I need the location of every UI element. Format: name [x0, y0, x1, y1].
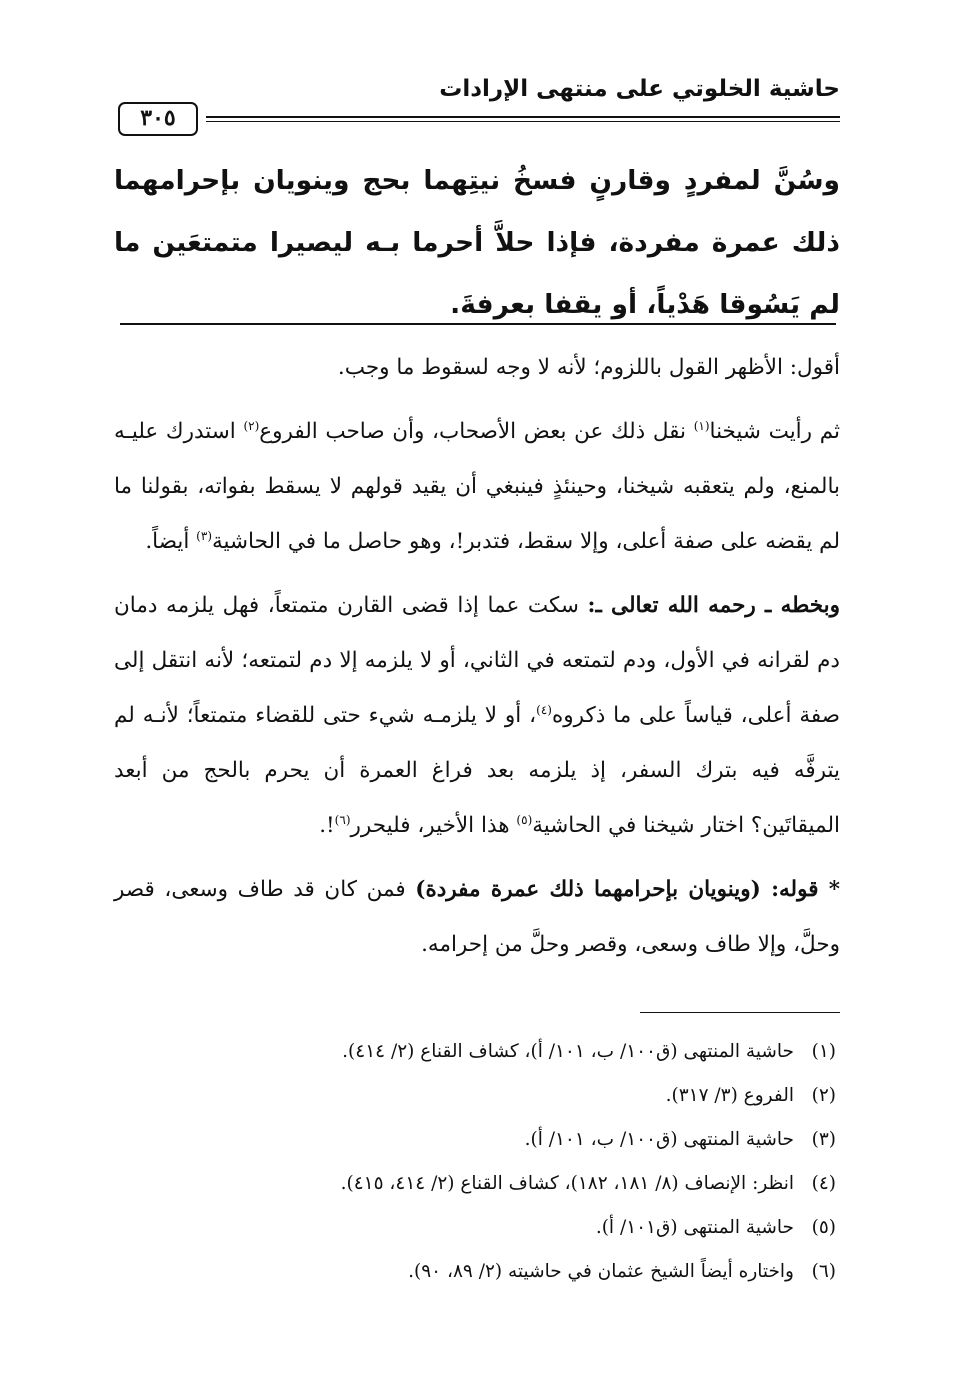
footnote-text: حاشية المنتهى (ق١٠١/ أ). [595, 1217, 794, 1238]
footnotes [116, 1030, 836, 1294]
page-header [118, 74, 840, 134]
footnote-number: (٣) [811, 1129, 836, 1150]
footnote-number: (٤) [811, 1173, 836, 1194]
text-run: سكت عما إذا قضى القارن متمتعاً، فهل يلزمه دمان دم لقرانه في الأول، ودم لتمتعه في الثاني، أو لا يلزمه إلا دم لتمتعه؛ لأنه انتقل إلى صفة أعلى، قياساً على ما ذكروه [114, 593, 840, 728]
footnote-item [116, 1206, 836, 1250]
footnote-item [116, 1074, 836, 1118]
footnote-text: انظر: الإنصاف (٨/ ١٨١، ١٨٢)، كشاف القناع (٢/ ٤١٤، ٤١٥). [340, 1173, 794, 1194]
footnote-ref-2[interactable]: (٢) [243, 418, 260, 433]
footnote-ref-3[interactable]: (٣) [196, 528, 212, 543]
commentary-paragraph-4 [114, 862, 840, 972]
footnote-item [116, 1250, 836, 1294]
footnote-ref-1[interactable]: (١) [693, 418, 710, 433]
matn-separator [120, 323, 836, 325]
text-run: استدرك عليـه بالمنع، ولم يتعقبه شيخنا، وحينئذٍ فينبغي أن يقيد قولهم لا يسقط بفواته، بقولنا ما لم يقضه على صفة أعلى، وإلا سقط، فتدبر!، وهو حاصل ما في الحاشية [114, 419, 840, 554]
footnote-number: (١) [811, 1041, 836, 1062]
paragraph-lead: وبخطه ـ رحمه الله تعالى ـ: [587, 593, 841, 618]
footnote-item [116, 1162, 836, 1206]
paragraph-lead: * قوله: (وينويان بإحرامهما ذلك عمرة مفردة) [415, 877, 840, 902]
commentary-paragraph-1: أقول: الأظهر القول باللزوم؛ لأنه لا وجه لسقوط ما وجب. [337, 355, 840, 380]
commentary-paragraph-2 [114, 404, 840, 569]
header-rule [206, 116, 840, 118]
text-run: نقل ذلك عن بعض الأصحاب، وأن صاحب الفروع [259, 419, 694, 444]
text-run: ثم رأيت شيخنا [709, 419, 840, 444]
footnote-text: الفروع (٣/ ٣١٧). [665, 1085, 794, 1106]
text-run: !. [319, 813, 335, 838]
footnote-number: (٦) [811, 1261, 836, 1282]
footnote-text: حاشية المنتهى (ق١٠٠/ ب، ١٠١/ أ)، كشاف القناع (٢/ ٤١٤). [342, 1041, 794, 1062]
footnote-item [116, 1118, 836, 1162]
text-run: هذا الأخير، فليحرر [350, 813, 517, 838]
footnote-item [116, 1030, 836, 1074]
header-rule-thin [206, 121, 840, 122]
footnote-ref-4[interactable]: (٤) [536, 702, 552, 717]
footnote-number: (٢) [811, 1085, 836, 1106]
page-number: ٣٠٥ [118, 102, 198, 136]
footnote-ref-6[interactable]: (٦) [334, 812, 351, 827]
footnote-ref-5[interactable]: (٥) [516, 812, 533, 827]
matn-text: وسُنَّ لمفردٍ وقارنٍ فسخُ نيتِهما بحج وينويان بإحرامهما ذلك عمرة مفردة، فإذا حلاَّ أحرما بـه ليصيرا متمتعَين ما لم يَسُوقا هَدْياً، أو يقفا بعرفةَ. [114, 165, 840, 320]
commentary-paragraph-3 [114, 578, 840, 853]
text-run: فمن كان قد طاف وسعى، قصر وحلَّ، وإلا طاف وسعى، وقصر وحلَّ من إحرامه. [114, 877, 840, 957]
footnote-text: واختاره أيضاً الشيخ عثمان في حاشيته (٢/ ٨٩، ٩٠). [408, 1261, 794, 1282]
running-title: حاشية الخلوتي على منتهى الإرادات [439, 76, 840, 102]
text-run: ، أو لا يلزمـه شيء حتى للقضاء متمتعاً؛ لأنـه لم يترفَّه فيه بترك السفر، إذ يلزمه بعد فراغ العمرة أن يحرم بالحج من أبعد الميقاتَين؟ اختار شيخنا في الحاشية [114, 703, 840, 838]
footnote-number: (٥) [811, 1217, 836, 1238]
commentary [114, 340, 840, 981]
footnote-separator [640, 1012, 840, 1013]
text-run: أيضاً. [145, 529, 197, 554]
footnote-text: حاشية المنتهى (ق١٠٠/ ب، ١٠١/ أ). [524, 1129, 794, 1150]
